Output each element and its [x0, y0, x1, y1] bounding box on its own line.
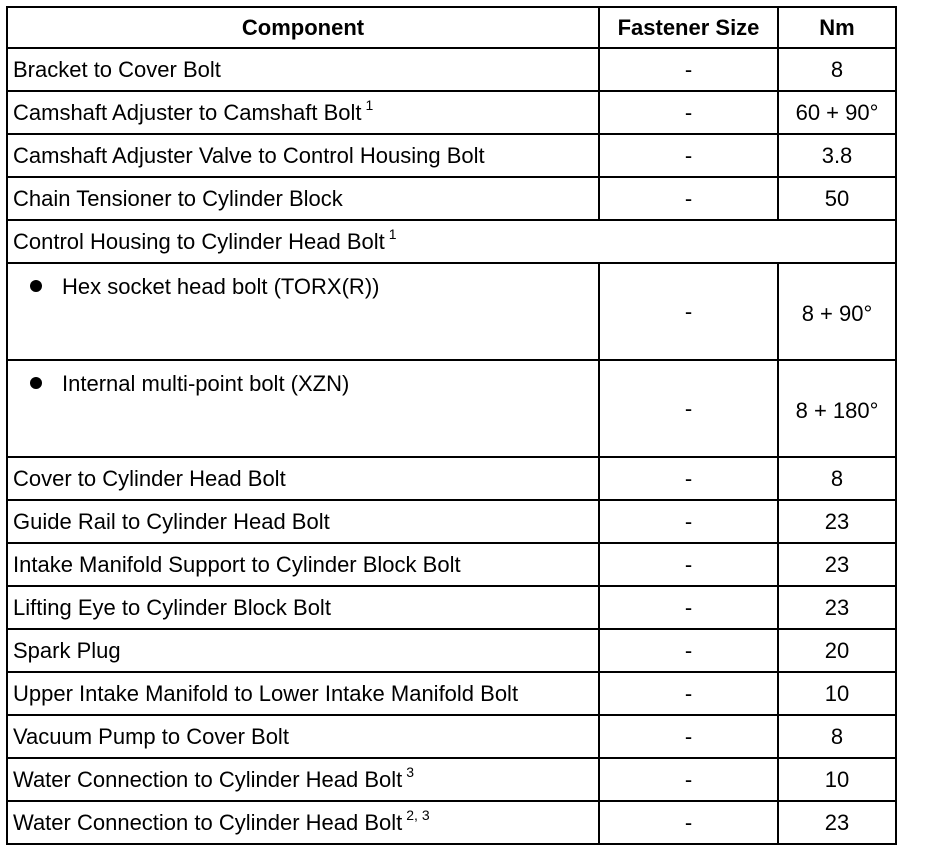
torque-spec-table — [6, 6, 897, 845]
component-label: Vacuum Pump to Cover Bolt — [13, 723, 289, 749]
component-label: Upper Intake Manifold to Lower Intake Manifold Bolt — [13, 680, 519, 706]
nm-cell: 8 — [778, 48, 896, 91]
nm-cell: 23 — [778, 586, 896, 629]
component-label: Intake Manifold Support to Cylinder Block Bolt — [13, 551, 461, 577]
fastener-size-cell: - — [599, 177, 778, 220]
fastener-size-cell: - — [599, 360, 778, 457]
table-row-group-header — [7, 220, 896, 263]
component-cell — [7, 758, 599, 801]
component-label: Control Housing to Cylinder Head Bolt — [13, 228, 385, 254]
fastener-size-cell: - — [599, 91, 778, 134]
header-component: Component — [7, 7, 599, 48]
fastener-size-cell: - — [599, 801, 778, 844]
nm-cell: 60 + 90° — [778, 91, 896, 134]
fastener-size-cell: - — [599, 586, 778, 629]
table-row — [7, 457, 896, 500]
header-row — [7, 7, 896, 48]
fastener-size-cell: - — [599, 457, 778, 500]
table-row — [7, 134, 896, 177]
table-row — [7, 758, 896, 801]
fastener-size-cell: - — [599, 500, 778, 543]
table-row — [7, 48, 896, 91]
component-label: Chain Tensioner to Cylinder Block — [13, 185, 343, 211]
fastener-size-cell: - — [599, 715, 778, 758]
component-label: Spark Plug — [13, 637, 121, 663]
component-label: Camshaft Adjuster Valve to Control Housing Bolt — [13, 142, 485, 168]
fastener-size-cell: - — [599, 672, 778, 715]
table-row — [7, 629, 896, 672]
nm-cell: 8 — [778, 457, 896, 500]
component-label: Internal multi-point bolt (XZN) — [62, 371, 350, 396]
nm-cell: 8 + 90° — [778, 263, 896, 360]
component-cell — [7, 629, 599, 672]
component-cell — [7, 586, 599, 629]
component-cell — [7, 91, 599, 134]
nm-cell: 8 — [778, 715, 896, 758]
component-cell — [7, 177, 599, 220]
component-cell — [7, 715, 599, 758]
fastener-size-cell: - — [599, 48, 778, 91]
table-row-sub — [7, 360, 896, 457]
table-row — [7, 801, 896, 844]
component-label: Hex socket head bolt (TORX(R)) — [62, 274, 380, 299]
component-label: Bracket to Cover Bolt — [13, 56, 221, 82]
footnote-ref: 2, 3 — [406, 806, 430, 823]
nm-cell: 23 — [778, 801, 896, 844]
fastener-size-cell: - — [599, 263, 778, 360]
component-cell — [7, 801, 599, 844]
table-row-sub — [7, 263, 896, 360]
component-label: Lifting Eye to Cylinder Block Bolt — [13, 594, 331, 620]
component-label: Camshaft Adjuster to Camshaft Bolt — [13, 99, 362, 125]
footnote-ref: 1 — [388, 225, 397, 242]
nm-cell: 23 — [778, 500, 896, 543]
component-cell — [7, 48, 599, 91]
nm-cell: 8 + 180° — [778, 360, 896, 457]
footnote-ref: 3 — [406, 763, 415, 780]
footnote-ref: 1 — [365, 96, 374, 113]
component-cell — [7, 134, 599, 177]
component-label: Water Connection to Cylinder Head Bolt — [13, 809, 403, 835]
component-label: Cover to Cylinder Head Bolt — [13, 465, 286, 491]
table-row — [7, 672, 896, 715]
table-row — [7, 586, 896, 629]
nm-cell: 10 — [778, 672, 896, 715]
nm-cell: 3.8 — [778, 134, 896, 177]
table-row — [7, 500, 896, 543]
component-cell — [7, 543, 599, 586]
component-cell — [7, 672, 599, 715]
nm-cell: 23 — [778, 543, 896, 586]
group-header-cell — [7, 220, 896, 263]
nm-cell: 10 — [778, 758, 896, 801]
table-row — [7, 177, 896, 220]
bullet-icon — [30, 377, 42, 389]
header-fastener-size: Fastener Size — [599, 7, 778, 48]
bullet-icon — [30, 280, 42, 292]
table-row — [7, 543, 896, 586]
component-cell — [7, 457, 599, 500]
table-row — [7, 91, 896, 134]
table-row — [7, 715, 896, 758]
nm-cell: 20 — [778, 629, 896, 672]
component-cell — [7, 263, 599, 360]
component-label: Water Connection to Cylinder Head Bolt — [13, 766, 403, 792]
component-cell — [7, 360, 599, 457]
fastener-size-cell: - — [599, 134, 778, 177]
header-nm: Nm — [778, 7, 896, 48]
fastener-size-cell: - — [599, 629, 778, 672]
nm-cell: 50 — [778, 177, 896, 220]
component-label: Guide Rail to Cylinder Head Bolt — [13, 508, 330, 534]
fastener-size-cell: - — [599, 758, 778, 801]
fastener-size-cell: - — [599, 543, 778, 586]
component-cell — [7, 500, 599, 543]
